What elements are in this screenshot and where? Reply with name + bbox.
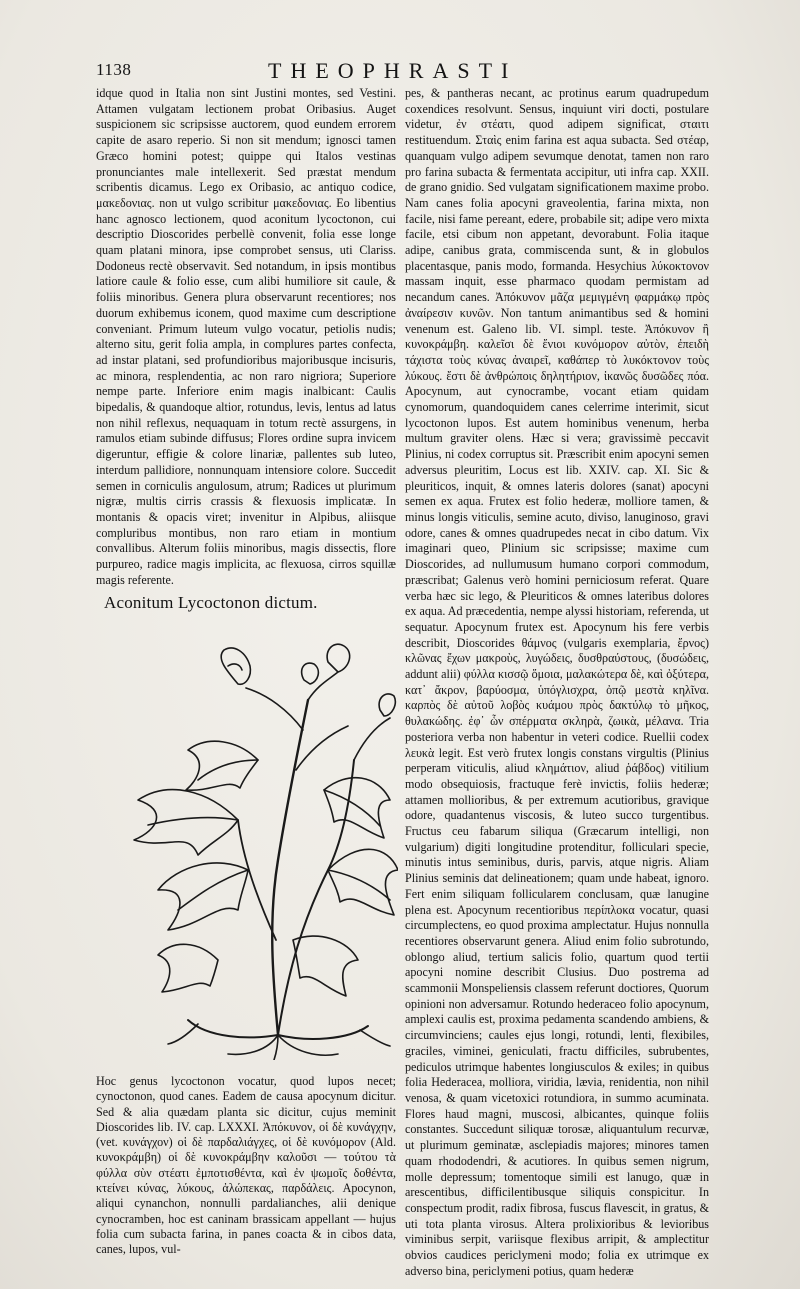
figure-caption: Aconitum Lycoctonon dictum. [104, 593, 318, 612]
left-column-bottom [96, 1074, 396, 1258]
right-column [405, 86, 709, 1279]
page-number: 1138 [96, 60, 132, 79]
aconitum-woodcut [128, 640, 398, 1060]
right-paragraph-1: pes, & pantheras necant, ac protinus earum quadrupedum coxendices resolvunt. Sensus, inquiunt viri docti, postulare videtur, ἐν στέατι, quod adipem significat, σταιτι restituendum. Σταὶς enim farina est aqua subacta. Sed στέαρ, quanquam vulgo adipem sevumque denotat, tamen non raro pro farina subacta & fermentata accipitur, uti infra cap. XXII. de grano gnidio. Sed vulgatam significationem maxime probo. Nam canes folia apocyni graveolentia, farina mixta, non facile, nisi fame pereant, edere, probabile sit; adipe vero mixta facile, etsi cibum non appetant, devorabunt. Folia itaque adipe, canibus grata, commiscenda sunt, & in globulos placentasque, panis modo, formanda. Hesychius λύκοκτονον massam inquit, esse pharmaco quodam permistam ad necandum canes. Ἀπόκυνον μᾶζα μεμιγμένη φαρμάκῳ πρὸς ἀναίρεσιν κυνῶν. Non tantum animantibus sed & homini venenum est. Galeno lib. VI. simpl. teste. Ἀπόκυνον ἢ κυνοκράμβη. καλεῖσι δὲ ἔνιοι κυνόμορον αὐτὸν, ἐπειδὴ τάχιστα τοὺς κύνας ἀναιρεῖ, καθάπερ τὸ λυκόκτονον τοὺς λύκους. ἔστι δὲ ἀνθρώποις δηλητήριον, ἰκανῶς δυσῶδες πόα. Apocynum, aut cynocrambe, vocant etiam quidam cynomorum, quandoquidem canes celerrime interimit, sicut lycoctonon lupos. Est autem hominibus venenum, herba multum graviter olens. Hæc si vera; gravissimè peccavit Plinius, ni codex corruptus sit. Præscribit enim apocyni semen adversus pleuritim, Locus est lib. XXIV. cap. XI. Sic & pleuriticos, inquit, & omnes lateris dolores (sanat) apocyni semen ex aqua. Frutex est folio hederæ, molliore tamen, & minus longis viticulis, semine acuto, diviso, lanuginoso, gravi odore, canes & omnes quadrupedes necat in cibo datum. Vix imaginari queo, Plinium sic scripsisse; maxime cum Dioscorides, ad nullumusum humano corpori commodum, præscribat; Galenus verò homini perniciosum referat. Quare verba hæc sic lego, & Pleuriticos & omnes lateribus dolores ex aqua. Ad præcedentia, nempe alyssi historiam, referenda, ut sequatur. Apocynum frutex est. Apocynum his fere verbis describit, Dioscorides θάμνος (vulgaris exemplaria, ἔρνος) κλῶνας ἔχων μακροὺς, λυγώδεις, δυσθραύστους, (δυσώδεις, addunt alii) φύλλα κισσῷ ὅμοια, μαλακώτερα δὲ, καὶ ὀξύτερα, κατ᾽ ἄκρον, βαρύοσμα, ὑπόγλισχρα, ὀπῷ μεστὰ κηλῖνα. καρπὸς δὲ αὐτοῦ λοβὸς κυάμου πρὸς δακτύλῳ τὸ μῆκος, θυλακώδης. ἐφ᾽ ὧν σπέρματα σκληρὰ, ζωικὰ, μέλανα. Tria posteriora verba non habentur in veteri codice. Ruellii codex λευκὰ legit. Est verò frutex longis constans virgultis (Plinius perperam viticulis, aliud κλημάτιον, aliud ῥάβδος) vitilium modo obsequiosis, fractuque ferè invictis, foliis hederæ; attamen mollioribus, & per extremum acutioribus, gravique odore, quadantenus viscosis, & luteo succo turgentibus. Fructus ceu fabarum siliqua (Græcarum intelligi, non vulgarium) digiti longitudine protenditur, folliculari specie, minutis intus seminibus, duris, parvis, atque nigris. Aliam Plinius seminis dat delineationem; quam unde habeat, ignoro. Fert enim siliquam follicularem conclusam, quæ lanugine plena est. Apocynum recentioribus περίπλοκα vocatur, quasi circumplectens, eo quod proxima amplectatur. Hujus nonnulla recentiores observarunt genera. Aliud enim folio subrotundo, oblongo aliud, tertium salicis folio, quartum quod tertii apocyni nomine describit Clusius. Duo postrema ad scammonii Monspeliensis classem referunt doctiores, Quorum opinioni non adversamur. Rotundo hederaceo folio apocynum, amplexi caulis est, proxima pedamenta scandendo ambiens, & circumvinciens; caules ejus longi, rotundi, lenti, flexibiles, graciles, viminei, geniculati, fractu difficiles, subrubentes, pediculos utrimque habentes longiusculos & exiles; in quibus folia Hederacea, molliora, viridia, lævia, renidentia, non nihil venosa, & quam vicetoxici rotundiora, in summo acuminata. Flores haud magni, muscosi, albicantes, quinque foliis constantes. Succedunt siliquæ torosæ, aliquantulum recurvæ, ut plurimum geminatæ, asclepiadis majores; minores tamen quam rhododendri, & acutiores. In quibus semen nigrum, molle depressum; tomentoque simili est lanugo, quæ in arescentibus, difficilentibusque siliquis conspicitur. In conspectum prodit, radix fibrosa, fuscus flavescit, in gratus, & uti tota planta virosus. Altera prolixioribus & levioribus viminibus serpit, variisque flexibus arripit, & amplectitur obvios caudices periclymeni modo; folia ex utrimque ex adverso bina, periclymeni potius, quam hederæ [405, 86, 709, 1278]
left-paragraph-2: Hoc genus lycoctonon vocatur, quod lupos necet; cynoctonon, quod canes. Eadem de causa apocynum dicitur. Sed & alia quædam planta sic dicitur, cujus meminit Dioscorides lib. IV. cap. LXXXI. Ἀπόκυνον, οἱ δὲ κυνάγχην, (vet. κυνάγχον) οἱ δὲ παρδαλιάγχες, οἱ δὲ κυνόμορον (Ald. κυνοκράμβη) οἱ δὲ κυνοκράμβην καλοῦσι — τούτου τὰ φύλλα σὺν στέατι ἐμποτισθέντα, καὶ ἐν ψωμοῖς δοθέντα, κτείνει κύνας, λύκους, ἀλώπεκας, παρδάλεις. Apocynon, aliqui cynanchon, nonnulli pardalianches, alii denique cynocramben, hoc est caninam brassicam appellant — hujus folia cum subacta farina, in panes coacta & in cibos data, canes, lupos, vul- [96, 1074, 396, 1257]
left-column [96, 86, 396, 589]
running-head: THEOPHRASTI [268, 58, 518, 83]
plant-illustration [128, 640, 398, 1060]
left-paragraph-1: idque quod in Italia non sint Justini montes, sed Vestini. Attamen vulgatam lectionem probat Oribasius. Auget suspicionem sic scripsisse auctorem, quod eundem errorem capite de asaro reperio. Si non sit mendum; ignosci tamen Græco homini potest; quippe qui Italos vestinas pronunciantes male intellexerit. Sed præstat mendum scribentis dicamus. Lego ex Oribasio, ac antiquo codice, μακεδονιας. non ut vulgo scribitur μακεδονιας. Eo libentius hanc agnosco lectionem, quod aconitum lycoctonon, cui descriptio Dioscorides perbellè convenit, folia esse longe quam platani minora, ipse comprobet sensus, uti Clariss. Dodoneus rectè observavit. Sed notandum, in ipsis montibus latiore caule & folio esse, cum alibi humiliore sit caule, & foliis minoribus. Genera plura observarunt recentiores; nos duorum exhibemus iconem, quod maxime cum descriptione conveniant. Primum luteum vulgo vocatur, petiolis nudis; alterno situ, gerit folia ampla, in complures partes confecta, ad instar platani, sed profundioribus majoribusque incisuris, ac minora, resplendentia, ac non raro nigriora; Superiore nempe parte. Inferiore enim magis inalbicant: Caulis bipedalis, & quandoque altior, rotundus, levis, lentus ad latus non nihil reflexus, nequaquam in totum rectè assurgens, in ramulos etiam subinde diffusus; Flores ordine supra invicem digeruntur, effigie & colore linariæ, pallentes sub luteo, interdum pallidiore, nonnunquam intensiore colore. Succedit semen in corniculis angulosum, atrum; Radices ut plurimum nigræ, multis cirris crassis & flexuosis implicatæ. In montanis & opacis viret; invenitur in Alpibus, aliisque compluribus montibus, non raro etiam in montium convallibus. Alterum foliis minoribus, magis dissectis, flore purpureo, radice magis implicita, ac flexuosa, cirros squillæ magis referente. [96, 86, 396, 587]
page-header [96, 58, 776, 86]
